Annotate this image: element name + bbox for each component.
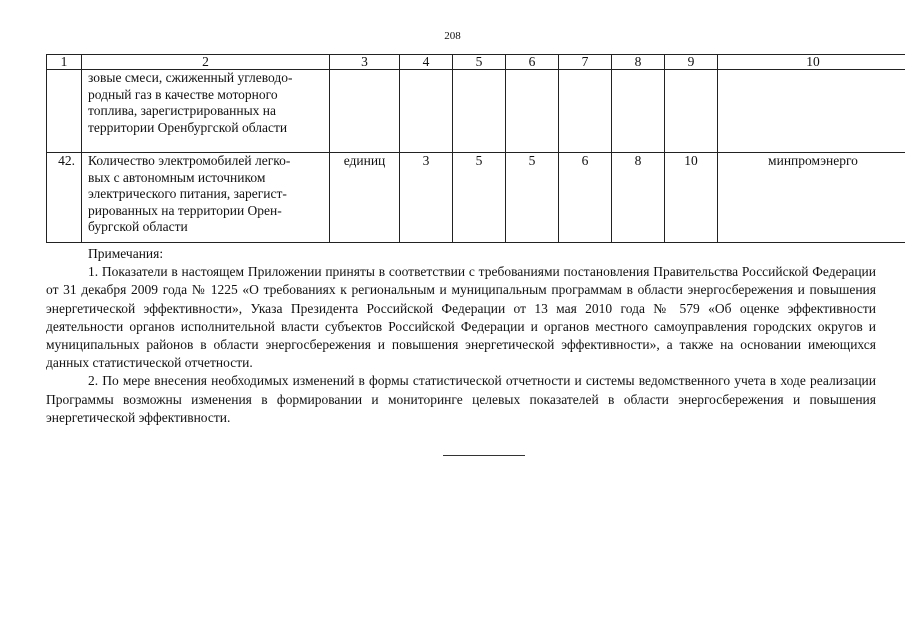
- column-number: 6: [506, 55, 559, 70]
- notes-title: Примечания:: [88, 246, 164, 261]
- value-cell: [400, 70, 453, 153]
- value-cell: [506, 70, 559, 153]
- value-cell: 3: [400, 153, 453, 243]
- indicator-name-text: зовые смеси, сжиженный углеводо- родный газ в качестве моторного топлива, зарегистрированных на территории Оренбургской области: [88, 70, 293, 135]
- indicator-name: [82, 153, 330, 243]
- column-number: 5: [453, 55, 506, 70]
- page-number: 208: [444, 30, 461, 42]
- column-number: 8: [612, 55, 665, 70]
- responsible-cell: [718, 70, 905, 153]
- column-number: 9: [665, 55, 718, 70]
- value-cell: [612, 70, 665, 153]
- table-row: [47, 70, 905, 153]
- unit-cell: единиц: [330, 153, 400, 243]
- row-number: 42.: [47, 153, 82, 243]
- column-number: 3: [330, 55, 400, 70]
- column-number: 10: [718, 55, 905, 70]
- column-number: 4: [400, 55, 453, 70]
- value-cell: [665, 70, 718, 153]
- row-number: [47, 70, 82, 153]
- column-number: 1: [47, 55, 82, 70]
- indicator-name: [82, 70, 330, 153]
- indicators-table: [46, 54, 905, 243]
- indicator-name-text: Количество электромобилей легко- вых с автономным источником электрического питания, зарегист- рированных на территории Орен- бургской области: [88, 153, 291, 234]
- column-number-row: [47, 55, 905, 70]
- column-number: 2: [82, 55, 330, 70]
- value-cell: [559, 70, 612, 153]
- column-number: 7: [559, 55, 612, 70]
- value-cell: 5: [453, 153, 506, 243]
- value-cell: 5: [506, 153, 559, 243]
- note-paragraph: 2. По мере внесения необходимых изменений в формы статистической отчетности и системы ведомственного учета в ходе реализации Программы возможны изменения в формировании и мониторинге целевых показателей в области энергосбережения и повышения энергетической эффективности.: [46, 373, 876, 425]
- closing-divider-line: [443, 455, 525, 456]
- value-cell: 10: [665, 153, 718, 243]
- table-row: [47, 153, 905, 243]
- notes-section: [46, 245, 876, 427]
- value-cell: [453, 70, 506, 153]
- value-cell: 8: [612, 153, 665, 243]
- note-paragraph: 1. Показатели в настоящем Приложении приняты в соответствии с требованиями постановления Правительства Российской Федерации от 31 декабря 2009 года № 1225 «О требованиях к региональным и муниципальным программам в области энергосбережения и повышения энергетической эффективности», Указа Президента Российской Федерации от 13 мая 2010 года № 579 «Об оценке эффективности деятельности органов исполнительной власти субъектов Российской Федерации и органов местного самоуправления городских округов и муниципальных районов в области энергосбережения и повышения энергетической эффективности», а также на основании имеющихся данных статистической отчетности.: [46, 264, 876, 371]
- unit-cell: [330, 70, 400, 153]
- value-cell: 6: [559, 153, 612, 243]
- responsible-cell: минпромэнерго: [718, 153, 905, 243]
